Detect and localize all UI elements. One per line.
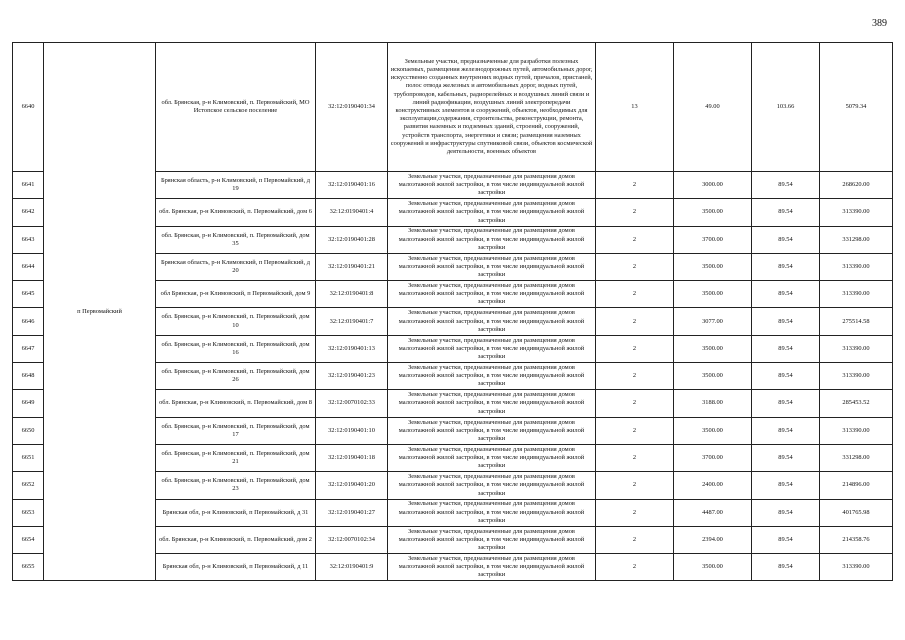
cadastral-value-cell: 331298.00 — [820, 226, 893, 253]
cadastral-value-cell: 313390.00 — [820, 363, 893, 390]
area-cell: 3500.00 — [674, 335, 752, 362]
cadastral-value-cell: 268620.00 — [820, 172, 893, 199]
address-cell: обл. Брянская, р-н Климовский, п. Первомайский, МО Истопское сельское поселение — [156, 43, 316, 172]
area-cell: 3500.00 — [674, 281, 752, 308]
purpose-code-cell: 2 — [596, 499, 674, 526]
address-cell: Брянская обл, р-н Климовский, п Первомайский, д 11 — [156, 554, 316, 581]
address-cell: обл. Брянская, р-н Климовский, п. Первомайский, дом 23 — [156, 472, 316, 499]
table-row — [13, 43, 893, 172]
cadastral-number-cell: 32:12:0190401:13 — [316, 335, 388, 362]
cadastral-number-cell: 32:12:0070102:33 — [316, 390, 388, 417]
rate-cell: 89.54 — [752, 226, 820, 253]
area-cell: 3500.00 — [674, 199, 752, 226]
land-purpose-cell: Земельные участки, предназначенные для размещения домов малоэтажной жилой застройки, в том числе индивидуальной жилой застройки — [388, 363, 596, 390]
cadastral-value-cell: 313390.00 — [820, 417, 893, 444]
area-cell: 3188.00 — [674, 390, 752, 417]
land-purpose-cell: Земельные участки, предназначенные для размещения домов малоэтажной жилой застройки, в том числе индивидуальной жилой застройки — [388, 526, 596, 553]
purpose-code-cell: 2 — [596, 281, 674, 308]
cadastral-number-cell: 32:12:0190401:28 — [316, 226, 388, 253]
row-number: 6640 — [13, 43, 44, 172]
purpose-code-cell: 2 — [596, 199, 674, 226]
cadastral-number-cell: 32:12:0190401:10 — [316, 417, 388, 444]
cadastral-value-cell: 5079.34 — [820, 43, 893, 172]
cadastral-value-cell: 313390.00 — [820, 554, 893, 581]
area-cell: 2400.00 — [674, 472, 752, 499]
rate-cell: 89.54 — [752, 499, 820, 526]
address-cell: обл. Брянская, р-н Климовский, п. Первомайский, дом 16 — [156, 335, 316, 362]
area-cell: 3700.00 — [674, 226, 752, 253]
cadastral-number-cell: 32:12:0190401:8 — [316, 281, 388, 308]
rate-cell: 89.54 — [752, 526, 820, 553]
rate-cell: 89.54 — [752, 554, 820, 581]
address-cell: обл. Брянская, р-н Климовский, п. Первомайский, дом 17 — [156, 417, 316, 444]
cadastral-number-cell: 32:12:0190401:18 — [316, 444, 388, 471]
cadastral-number-cell: 32:12:0190401:16 — [316, 172, 388, 199]
purpose-code-cell: 2 — [596, 172, 674, 199]
purpose-code-cell: 2 — [596, 363, 674, 390]
area-cell: 3000.00 — [674, 172, 752, 199]
address-cell: обл. Брянская, р-н Климовский, п. Первомайский, дом 6 — [156, 199, 316, 226]
rate-cell: 89.54 — [752, 199, 820, 226]
land-purpose-cell: Земельные участки, предназначенные для размещения домов малоэтажной жилой застройки, в том числе индивидуальной жилой застройки — [388, 253, 596, 280]
land-purpose-cell: Земельные участки, предназначенные для размещения домов малоэтажной жилой застройки, в том числе индивидуальной жилой застройки — [388, 172, 596, 199]
address-cell: обл Брянская, р-н Климовский, п Первомайский, дом 9 — [156, 281, 316, 308]
row-number: 6648 — [13, 363, 44, 390]
land-purpose-cell: Земельные участки, предназначенные для размещения домов малоэтажной жилой застройки, в том числе индивидуальной жилой застройки — [388, 226, 596, 253]
rate-cell: 89.54 — [752, 417, 820, 444]
area-cell: 3077.00 — [674, 308, 752, 335]
land-purpose-cell: Земельные участки, предназначенные для размещения домов малоэтажной жилой застройки, в том числе индивидуальной жилой застройки — [388, 554, 596, 581]
area-cell: 2394.00 — [674, 526, 752, 553]
rate-cell: 89.54 — [752, 308, 820, 335]
cadastral-number-cell: 32:12:0070102:34 — [316, 526, 388, 553]
purpose-code-cell: 2 — [596, 253, 674, 280]
table-body — [13, 43, 893, 581]
purpose-code-cell: 2 — [596, 226, 674, 253]
cadastral-value-cell: 214896.00 — [820, 472, 893, 499]
rate-cell: 89.54 — [752, 281, 820, 308]
purpose-code-cell: 2 — [596, 335, 674, 362]
cadastral-value-cell: 214358.76 — [820, 526, 893, 553]
row-number: 6652 — [13, 472, 44, 499]
cadastral-number-cell: 32:12:0190401:9 — [316, 554, 388, 581]
cadastral-value-cell: 313390.00 — [820, 281, 893, 308]
row-number: 6649 — [13, 390, 44, 417]
cadastral-value-cell: 313390.00 — [820, 335, 893, 362]
cadastral-number-cell: 32:12:0190401:4 — [316, 199, 388, 226]
row-number: 6654 — [13, 526, 44, 553]
row-number: 6641 — [13, 172, 44, 199]
area-cell: 3500.00 — [674, 554, 752, 581]
cadastral-value-cell: 313390.00 — [820, 253, 893, 280]
row-number: 6646 — [13, 308, 44, 335]
cadastral-number-cell: 32:12:0190401:34 — [316, 43, 388, 172]
land-purpose-cell: Земельные участки, предназначенные для размещения домов малоэтажной жилой застройки, в том числе индивидуальной жилой застройки — [388, 390, 596, 417]
rate-cell: 103.66 — [752, 43, 820, 172]
cadastral-value-cell: 285453.52 — [820, 390, 893, 417]
row-number: 6653 — [13, 499, 44, 526]
cadastral-value-cell: 331298.00 — [820, 444, 893, 471]
purpose-code-cell: 2 — [596, 472, 674, 499]
area-cell: 3500.00 — [674, 417, 752, 444]
rate-cell: 89.54 — [752, 253, 820, 280]
land-purpose-cell: Земельные участки, предназначенные для размещения домов малоэтажной жилой застройки, в том числе индивидуальной жилой застройки — [388, 335, 596, 362]
settlement-group-label: п Первомайский — [44, 43, 156, 581]
row-number: 6644 — [13, 253, 44, 280]
rate-cell: 89.54 — [752, 390, 820, 417]
land-purpose-cell: Земельные участки, предназначенные для размещения домов малоэтажной жилой застройки, в том числе индивидуальной жилой застройки — [388, 281, 596, 308]
address-cell: обл. Брянская, р-н Климовский, п. Первомайский, дом 2 — [156, 526, 316, 553]
row-number: 6647 — [13, 335, 44, 362]
rate-cell: 89.54 — [752, 335, 820, 362]
rate-cell: 89.54 — [752, 363, 820, 390]
land-purpose-cell: Земельные участки, предназначенные для размещения домов малоэтажной жилой застройки, в том числе индивидуальной жилой застройки — [388, 499, 596, 526]
area-cell: 49.00 — [674, 43, 752, 172]
area-cell: 3500.00 — [674, 363, 752, 390]
page-number: 389 — [872, 18, 887, 29]
purpose-code-cell: 2 — [596, 417, 674, 444]
cadastral-value-cell: 275514.58 — [820, 308, 893, 335]
land-purpose-cell: Земельные участки, предназначенные для размещения домов малоэтажной жилой застройки, в том числе индивидуальной жилой застройки — [388, 472, 596, 499]
cadastral-number-cell: 32:12:0190401:7 — [316, 308, 388, 335]
address-cell: Брянская область, р-н Климовский, п Первомайский, д 19 — [156, 172, 316, 199]
land-purpose-cell: Земельные участки, предназначенные для размещения домов малоэтажной жилой застройки, в том числе индивидуальной жилой застройки — [388, 308, 596, 335]
purpose-code-cell: 2 — [596, 554, 674, 581]
cadastral-register-table — [12, 42, 893, 581]
area-cell: 3500.00 — [674, 253, 752, 280]
land-purpose-cell: Земельные участки, предназначенные для размещения домов малоэтажной жилой застройки, в том числе индивидуальной жилой застройки — [388, 199, 596, 226]
cadastral-number-cell: 32:12:0190401:27 — [316, 499, 388, 526]
purpose-code-cell: 2 — [596, 390, 674, 417]
address-cell: обл. Брянская, р-н Климовский, п. Первомайский, дом 8 — [156, 390, 316, 417]
rate-cell: 89.54 — [752, 444, 820, 471]
row-number: 6655 — [13, 554, 44, 581]
area-cell: 4487.00 — [674, 499, 752, 526]
cadastral-number-cell: 32:12:0190401:21 — [316, 253, 388, 280]
land-purpose-cell: Земельные участки, предназначенные для размещения домов малоэтажной жилой застройки, в том числе индивидуальной жилой застройки — [388, 444, 596, 471]
purpose-code-cell: 2 — [596, 444, 674, 471]
cadastral-number-cell: 32:12:0190401:20 — [316, 472, 388, 499]
address-cell: обл. Брянская, р-н Климовский, п. Первомайский, дом 26 — [156, 363, 316, 390]
purpose-code-cell: 13 — [596, 43, 674, 172]
row-number: 6642 — [13, 199, 44, 226]
cadastral-value-cell: 313390.00 — [820, 199, 893, 226]
land-purpose-cell: Земельные участки, предназначенные для разработки полезных ископаемых, размещения железнодорожных путей, автомобильных дорог, искусственно созданных внутренних водных путей, причалов, пристаней, полос отвода железных и автомобильных дорог, водных путей, трубопроводов, кабельных, радиорелейных и воздушных линий связи и линий радиофикации, воздушных линий электропередачи конструктивных элементов и сооружений, объектов, необходимых для эксплуатации,содержания, строительства, реконструкции, ремонта, развития наземных и подземных зданий, строений, сооружений, устройств транспорта, энергетики и связи; размещения наземных сооружений и инфраструктуры спутниковой связи, объектов космической деятельности, военных объектов — [388, 43, 596, 172]
address-cell: обл. Брянская, р-н Климовский, п. Первомайский, дом 21 — [156, 444, 316, 471]
address-cell: обл. Брянская, р-н Климовский, п. Первомайский, дом 10 — [156, 308, 316, 335]
purpose-code-cell: 2 — [596, 308, 674, 335]
address-cell: обл. Брянская, р-н Климовский, п. Первомайский, дом 35 — [156, 226, 316, 253]
address-cell: Брянская область, р-н Климовский, п Первомайский, д 20 — [156, 253, 316, 280]
land-purpose-cell: Земельные участки, предназначенные для размещения домов малоэтажной жилой застройки, в том числе индивидуальной жилой застройки — [388, 417, 596, 444]
row-number: 6643 — [13, 226, 44, 253]
rate-cell: 89.54 — [752, 172, 820, 199]
row-number: 6645 — [13, 281, 44, 308]
address-cell: Брянская обл, р-н Климовский, п Первомайский, д 31 — [156, 499, 316, 526]
cadastral-value-cell: 401765.98 — [820, 499, 893, 526]
row-number: 6651 — [13, 444, 44, 471]
rate-cell: 89.54 — [752, 472, 820, 499]
area-cell: 3700.00 — [674, 444, 752, 471]
cadastral-number-cell: 32:12:0190401:23 — [316, 363, 388, 390]
row-number: 6650 — [13, 417, 44, 444]
purpose-code-cell: 2 — [596, 526, 674, 553]
